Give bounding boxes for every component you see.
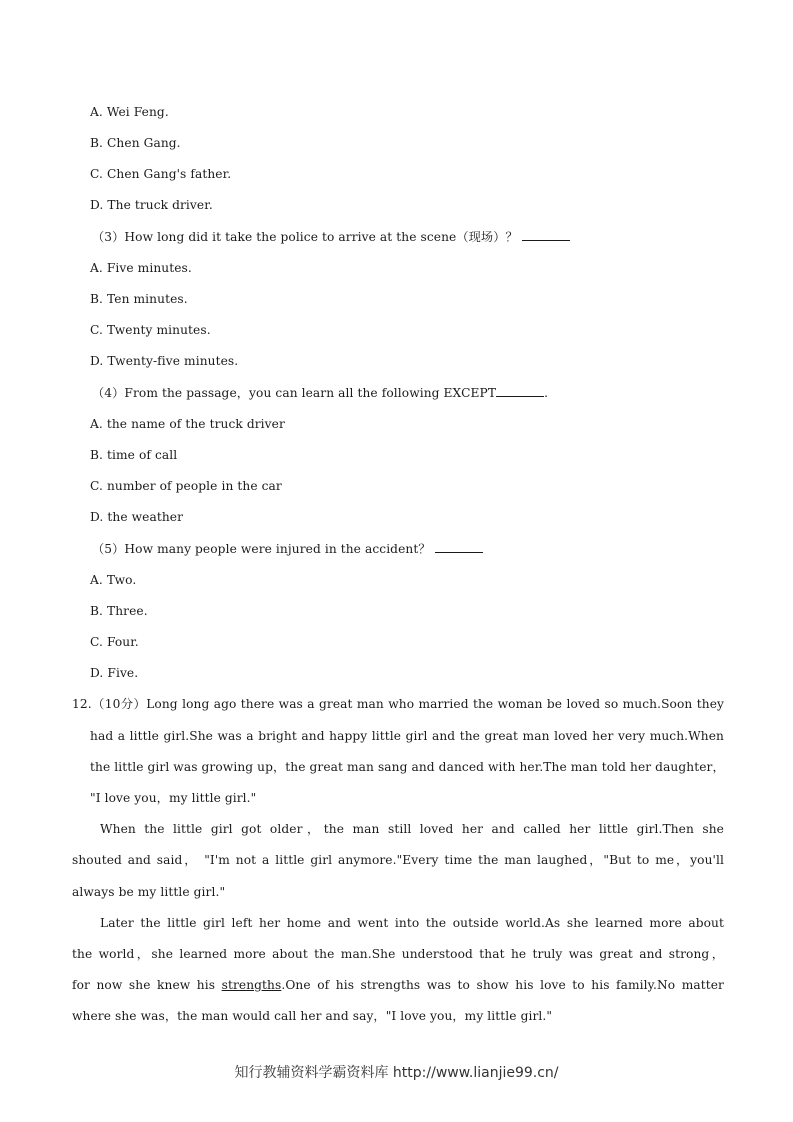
q12-line-4: "I love you，my little girl." <box>90 791 257 805</box>
q5-question-line <box>92 540 483 557</box>
q12-p3-line-3 <box>72 977 724 993</box>
q2-option-a: A. Wei Feng. <box>90 105 169 119</box>
q5-option-b: B. Three. <box>90 604 148 618</box>
underlined-word-strengths: strengths <box>221 978 282 992</box>
q2-option-d: D. The truck driver. <box>90 198 213 212</box>
q12-p2-line-1: When the little girl got older，the man still loved her and called her little girl.Then she <box>100 822 724 836</box>
q3-answer-blank[interactable] <box>522 228 570 241</box>
q3-option-c: C. Twenty minutes. <box>90 323 211 337</box>
q4-question-line <box>92 384 548 401</box>
q2-option-c: C. Chen Gang's father. <box>90 167 232 181</box>
q4-option-d: D. the weather <box>90 510 184 524</box>
q3-question: （3）How long did it take the police to arrive at the scene（现场）？ <box>92 230 518 244</box>
q12-line-3: the little girl was growing up，the great man sang and danced with her.The man told her daughter， <box>90 760 725 774</box>
q12-line-2: had a little girl.She was a bright and happy little girl and the great man loved her very much.When <box>90 729 724 743</box>
q12-p2-line-2: shouted and said， "I'm not a little girl anymore."Every time the man laughed，"But to me，you'll <box>72 853 724 867</box>
q4-answer-blank[interactable] <box>496 384 544 397</box>
q5-option-d: D. Five. <box>90 666 139 680</box>
q12-line-1: 12.（10分）Long long ago there was a great man who married the woman be loved so much.Soon they <box>72 697 724 711</box>
q3-option-b: B. Ten minutes. <box>90 292 188 306</box>
q4-question-tail: . <box>544 386 549 400</box>
q4-option-a: A. the name of the truck driver <box>90 417 285 431</box>
q12-p3-line-1: Later the little girl left her home and went into the outside world.As she learned more about <box>100 916 724 930</box>
q5-answer-blank[interactable] <box>435 540 483 553</box>
q5-question: （5）How many people were injured in the accident？ <box>92 542 431 556</box>
q3-question-line <box>92 228 570 245</box>
q12-p3-line-2: the world，she learned more about the man.She understood that he truly was great and strong， <box>72 947 724 961</box>
q12-p3-line-3-pre: for now she knew his <box>72 978 222 992</box>
q2-option-b: B. Chen Gang. <box>90 136 181 150</box>
q4-option-b: B. time of call <box>90 448 178 462</box>
q12-p3-line-4: where she was，the man would call her and say，"I love you，my little girl." <box>72 1009 553 1023</box>
q3-option-d: D. Twenty‐five minutes. <box>90 354 239 368</box>
q12-p2-line-3: always be my little girl." <box>72 885 226 899</box>
q4-option-c: C. number of people in the car <box>90 479 282 493</box>
q5-option-c: C. Four. <box>90 635 139 649</box>
q5-option-a: A. Two. <box>90 573 137 587</box>
q3-option-a: A. Five minutes. <box>90 261 192 275</box>
footer-watermark: 知行教辅资料学霸资料库 http://www.lianjie99.cn/ <box>234 1065 559 1081</box>
q12-p3-line-3-post: .One of his strengths was to show his love to his family.No matter <box>281 978 724 992</box>
q4-question: （4）From the passage，you can learn all the following EXCEPT <box>92 386 497 400</box>
